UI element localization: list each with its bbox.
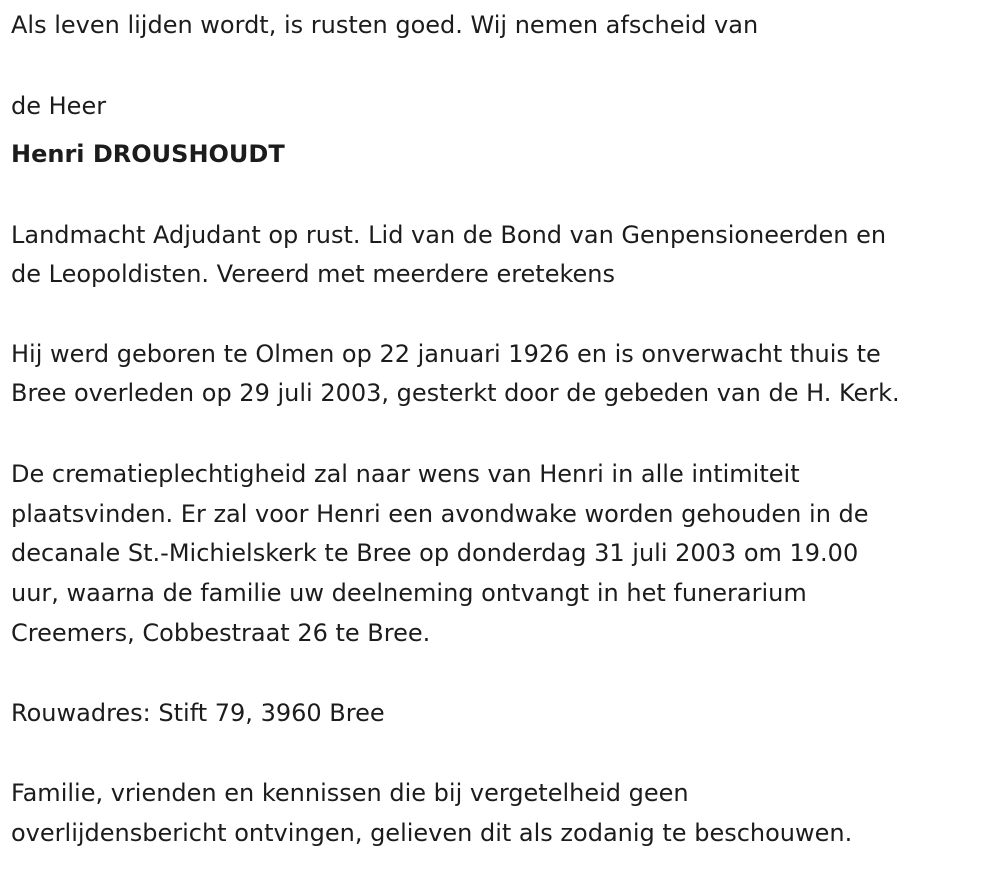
biography-line: de Leopoldisten. Vereerd met meerdere eretekens xyxy=(11,260,616,288)
closing-line: overlijdensbericht ontvingen, gelieven dit als zodanig te beschouwen. xyxy=(11,819,853,847)
deceased-name: Henri DROUSHOUDT xyxy=(11,140,285,168)
ceremony-line: Creemers, Cobbestraat 26 te Bree. xyxy=(11,619,431,647)
mourning-address: Rouwadres: Stift 79, 3960 Bree xyxy=(11,699,385,727)
biography-line: Landmacht Adjudant op rust. Lid van de Bond van Genpensioneerden en xyxy=(11,221,887,249)
title-prefix: de Heer xyxy=(11,92,107,120)
ceremony-line: De crematieplechtigheid zal naar wens van Henri in alle intimiteit xyxy=(11,460,800,488)
birth-death-line: Bree overleden op 29 juli 2003, gesterkt door de gebeden van de H. Kerk. xyxy=(11,379,900,407)
birth-death-line: Hij werd geboren te Olmen op 22 januari 1926 en is onverwacht thuis te xyxy=(11,340,881,368)
ceremony-line: decanale St.-Michielskerk te Bree op donderdag 31 juli 2003 om 19.00 xyxy=(11,539,859,567)
closing-line: Familie, vrienden en kennissen die bij vergetelheid geen xyxy=(11,779,689,807)
ceremony-line: uur, waarna de familie uw deelneming ontvangt in het funerarium xyxy=(11,579,807,607)
ceremony-line: plaatsvinden. Er zal voor Henri een avondwake worden gehouden in de xyxy=(11,500,869,528)
intro-text: Als leven lijden wordt, is rusten goed. Wij nemen afscheid van xyxy=(11,11,759,39)
